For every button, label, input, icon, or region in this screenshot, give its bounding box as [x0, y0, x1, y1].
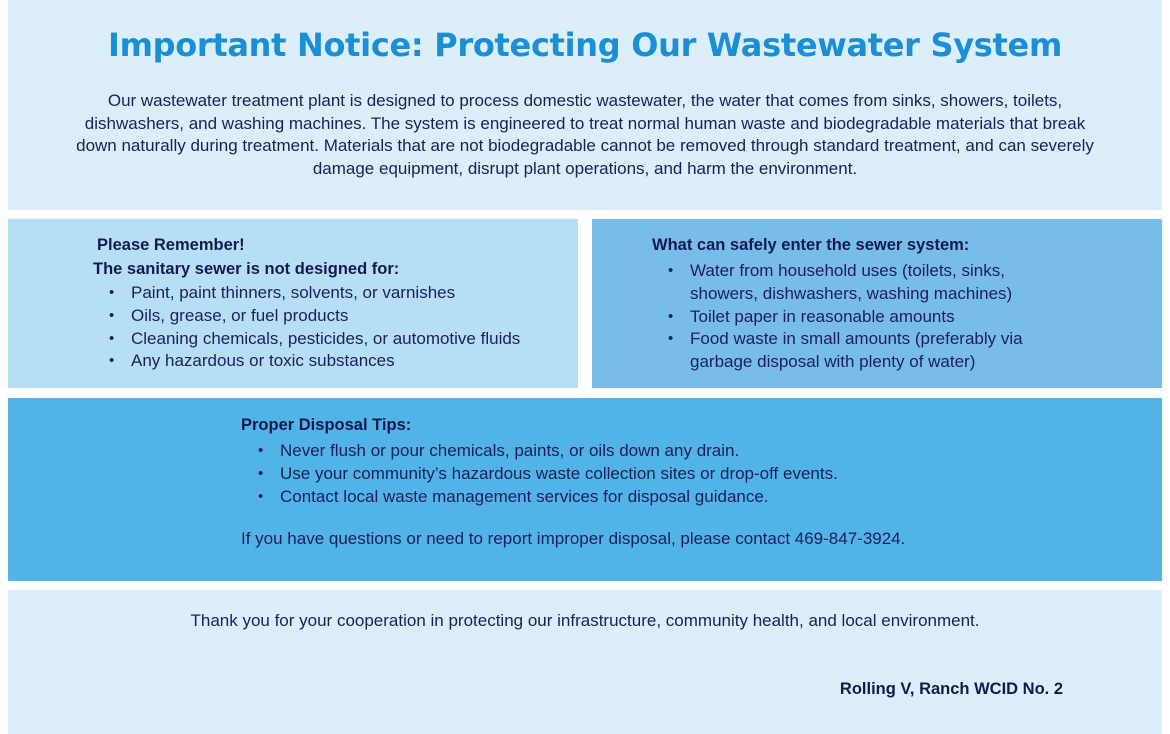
bullet-icon: •: [258, 487, 264, 505]
footer-panel: [8, 590, 1162, 734]
list-item-text: Food waste in small amounts (preferably via: [690, 329, 1023, 349]
thank-you-text: Thank you for your cooperation in protecting our infrastructure, community health, and local environment.: [190, 611, 980, 630]
bullet-icon: •: [258, 442, 264, 459]
list-item: [256, 486, 838, 509]
list-item-text: Never flush or pour chemicals, paints, or oils down any drain.: [280, 441, 740, 460]
not-designed-for-panel: [8, 219, 578, 388]
bullet-icon: •: [109, 284, 115, 301]
list-item-text: Paint, paint thinners, solvents, or varnishes: [131, 283, 456, 302]
disposal-tips-heading: Proper Disposal Tips:: [241, 416, 412, 434]
bullet-icon: •: [668, 330, 674, 348]
list-item-text: Water from household uses (toilets, sinks,: [690, 261, 1005, 280]
safe-to-enter-heading: What can safely enter the sewer system:: [652, 236, 970, 254]
list-item-text-continued: showers, dishwashers, washing machines): [690, 283, 1013, 303]
list-item: [107, 282, 520, 305]
prohibited-items-list: [107, 282, 520, 373]
allowed-items-list: [666, 260, 1023, 374]
list-item-text: Oils, grease, or fuel products: [131, 305, 349, 325]
list-item-text: Contact local waste management services for disposal guidance.: [280, 486, 769, 506]
not-designed-for-heading: The sanitary sewer is not designed for:: [93, 260, 400, 278]
list-item: [666, 260, 1023, 306]
list-item-text: Cleaning chemicals, pesticides, or automotive fluids: [131, 328, 521, 348]
list-item: [256, 463, 838, 486]
bullet-icon: •: [258, 464, 264, 482]
list-item: [256, 440, 838, 463]
list-item-text: Use your community’s hazardous waste collection sites or drop-off events.: [280, 463, 838, 483]
list-item: [666, 306, 1023, 329]
contact-line: If you have questions or need to report improper disposal, please contact 469-847-3924.: [241, 529, 906, 548]
safe-to-enter-panel: [592, 219, 1162, 388]
please-remember-heading: Please Remember!: [97, 236, 245, 254]
list-item-text: Toilet paper in reasonable amounts: [690, 306, 955, 326]
bullet-icon: •: [109, 329, 115, 347]
list-item: [107, 305, 520, 328]
intro-paragraph: Our wastewater treatment plant is designed to process domestic wastewater, the water that comes from sinks, showers, toilets, dishwashers, and washing machines. The system is engineered to treat normal human waste and biodegradable materials that break down naturally during treatment. Materials that are not biodegradable cannot be removed through standard treatment, and can severely damage equipment, disrupt plant operations, and harm the environment.: [76, 91, 1094, 178]
page-title: Important Notice: Protecting Our Wastewater System: [107, 26, 1063, 64]
bullet-icon: •: [668, 262, 674, 279]
signature: Rolling V, Ranch WCID No. 2: [839, 680, 1063, 698]
list-item: [107, 328, 520, 351]
list-item: [107, 350, 520, 373]
list-item-text: Any hazardous or toxic substances: [131, 351, 395, 371]
bullet-icon: •: [109, 306, 115, 324]
list-item-text-continued: garbage disposal with plenty of water): [690, 352, 976, 372]
disposal-tips-list: [256, 440, 838, 508]
header-panel: [8, 0, 1162, 210]
disposal-tips-panel: [8, 398, 1162, 581]
bullet-icon: •: [668, 307, 674, 325]
bullet-icon: •: [109, 352, 115, 370]
list-item: [666, 328, 1023, 374]
